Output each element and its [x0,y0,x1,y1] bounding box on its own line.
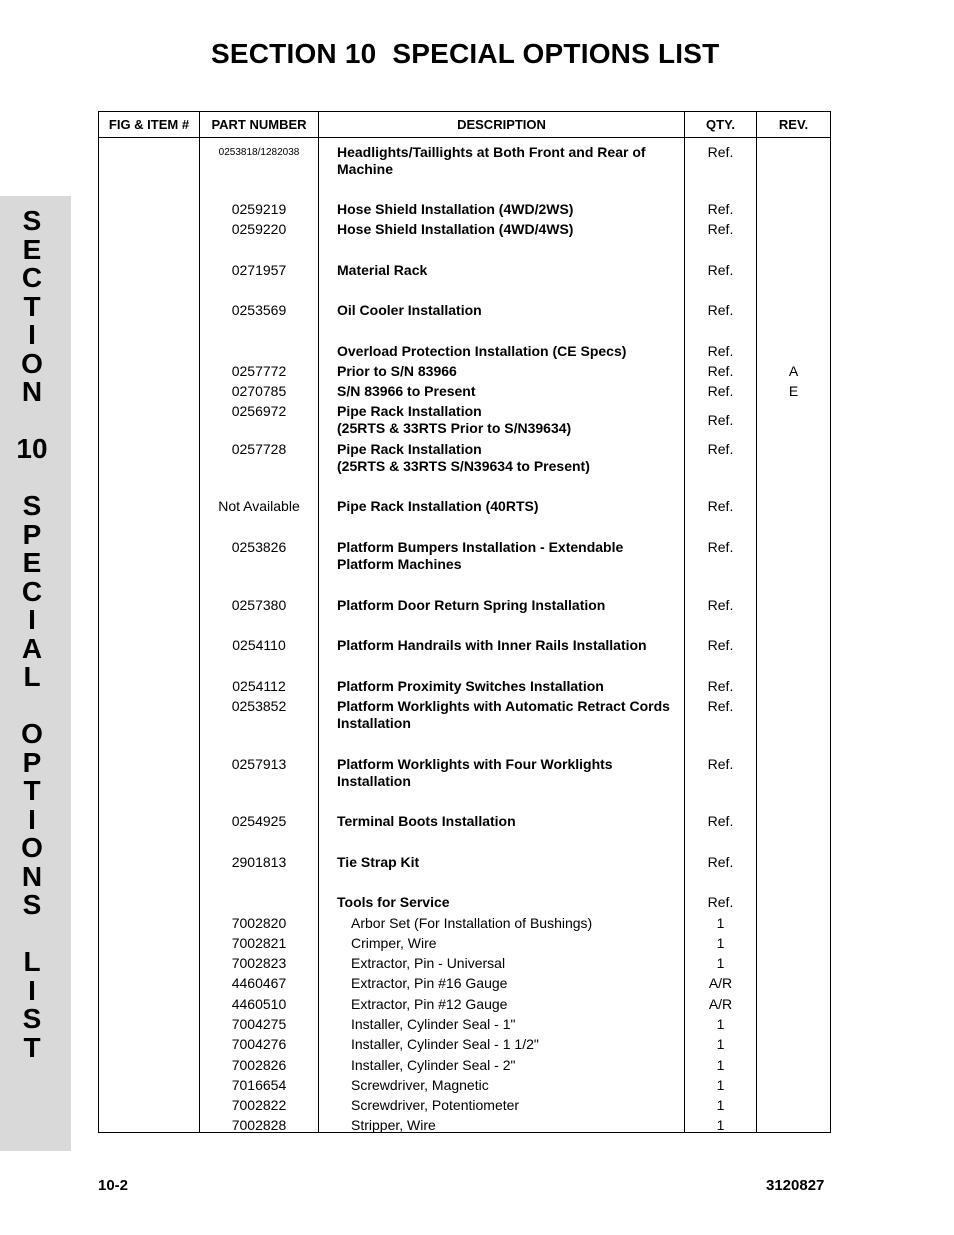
part-number-cell: 0256972 [231,403,287,419]
qty-cell: 1 [716,955,725,971]
description-cell: (25RTS & 33RTS Prior to S/N39634) [337,420,572,436]
header-description: DESCRIPTION [319,112,685,138]
side-tab-letter: I [28,803,36,835]
part-number-cell: 0257913 [231,756,287,772]
qty-cell: Ref. [707,637,734,653]
side-tab-letter [0,464,64,493]
part-number-cell: 0253569 [231,302,287,318]
side-tab-letter: L [23,661,41,692]
side-tab-letter: T [23,1031,41,1063]
description-cell: Extractor, Pin #12 Gauge [351,996,508,1012]
description-cell: Overload Protection Installation (CE Specs) [337,343,627,359]
side-tab-letter [0,407,64,436]
rev-cell: A [788,363,799,379]
description-cell: Terminal Boots Installation [337,813,516,829]
qty-cell: Ref. [707,539,734,555]
description-cell: S/N 83966 to Present [337,383,476,399]
part-number-cell: 0257772 [231,363,287,379]
part-number-cell: 0271957 [231,262,287,278]
part-number-cell: 7002822 [231,1097,287,1113]
header-part-number: PART NUMBER [200,112,319,138]
description-column [319,138,685,1133]
description-cell: Oil Cooler Installation [337,302,482,318]
description-cell: Material Rack [337,262,428,278]
part-number-cell: 7002821 [231,935,287,951]
side-tab-letter: N [21,860,43,892]
description-cell: Extractor, Pin - Universal [351,955,506,971]
qty-cell: Ref. [707,201,734,217]
qty-cell: Ref. [707,698,734,714]
part-number-cell: 4460510 [231,996,287,1012]
description-cell: Prior to S/N 83966 [337,363,457,379]
description-cell: Screwdriver, Magnetic [351,1077,489,1093]
description-cell: Headlights/Taillights at Both Front and Rear of [337,144,646,160]
side-tab-letter: T [23,775,41,806]
qty-cell: Ref. [707,144,734,160]
side-tab-letter: I [28,604,36,635]
side-tab-letter: C [21,262,43,293]
description-cell: Installer, Cylinder Seal - 1" [351,1016,516,1032]
description-cell: Tie Strap Kit [337,854,420,870]
side-tab-letter: L [23,946,41,977]
part-number-cell: 4460467 [231,975,287,991]
description-cell: Tools for Service [337,894,450,910]
part-number-cell: 0254110 [232,637,286,653]
description-cell: Platform Machines [337,556,462,572]
part-number-cell: Not Available [218,498,300,514]
description-cell: Platform Worklights with Four Worklights [337,756,613,772]
side-tab-letter: E [22,547,42,578]
description-cell: Installation [337,773,411,789]
qty-cell: 1 [716,1057,725,1073]
part-number-cell: 0257728 [231,441,287,457]
side-tab-letter: E [22,233,42,265]
side-tab-letter: O [21,347,43,379]
header-fig-item: FIG & ITEM # [99,112,200,138]
part-number-cell: 7016654 [231,1077,287,1093]
description-cell: Installation [337,715,411,731]
description-cell: Platform Worklights with Automatic Retract Cords [337,698,670,714]
part-number-cell: 0253818/1282038 [218,147,300,158]
page-number: 10-2 [98,1177,129,1194]
qty-cell: Ref. [707,441,734,457]
side-tab-letter: I [28,319,36,350]
qty-cell: Ref. [707,363,734,379]
qty-cell: Ref. [707,678,734,694]
special-options-table [98,111,831,1133]
side-tab-letter: P [22,746,42,778]
qty-cell: Ref. [707,343,734,359]
part-number-cell: 7002826 [231,1057,287,1073]
side-tab-letter: 10 [16,433,48,464]
side-tab-letter: S [22,205,42,236]
description-cell: Platform Handrails with Inner Rails Installation [337,637,647,653]
description-cell: Stripper, Wire [351,1117,436,1133]
qty-cell: Ref. [707,383,734,399]
part-number-cell: 0259220 [231,221,287,237]
side-tab-letter: T [23,290,41,322]
qty-cell: Ref. [707,262,734,278]
qty-cell: 1 [716,1117,725,1133]
part-number-cell: 7002823 [231,955,287,971]
description-cell: Pipe Rack Installation [337,403,482,419]
qty-cell: Ref. [707,498,734,514]
part-number-cell: 0257380 [231,597,287,613]
description-cell: Crimper, Wire [351,935,437,951]
table-header-row [99,112,831,138]
part-number-cell: 7004275 [231,1016,287,1032]
qty-cell: Ref. [707,412,734,428]
description-cell: Hose Shield Installation (4WD/2WS) [337,201,574,217]
document-number: 3120827 [766,1177,825,1194]
side-tab-letter: S [22,889,42,920]
part-number-cell: 7004276 [231,1036,287,1052]
description-cell: Arbor Set (For Installation of Bushings) [351,915,593,931]
description-cell: Installer, Cylinder Seal - 1 1/2" [351,1036,539,1052]
side-tab-letter: S [22,490,42,521]
part-number-column [200,138,319,1133]
qty-cell: 1 [716,935,725,951]
qty-cell: A/R [708,975,733,991]
header-rev: REV. [757,112,831,138]
part-number-cell: 0253826 [231,539,287,555]
part-number-cell: 0254112 [232,678,286,694]
part-number-cell: 7002820 [231,915,287,931]
part-number-cell: 0259219 [231,201,287,217]
qty-cell: 1 [716,1036,725,1052]
description-cell: Hose Shield Installation (4WD/4WS) [337,221,574,237]
description-cell: Pipe Rack Installation [337,441,482,457]
qty-cell: A/R [708,996,733,1012]
description-cell: Pipe Rack Installation (40RTS) [337,498,539,514]
qty-cell: Ref. [707,221,734,237]
qty-cell: 1 [716,1077,725,1093]
side-tab-letter [0,692,64,721]
qty-cell: Ref. [707,894,734,910]
description-cell: Installer, Cylinder Seal - 2" [351,1057,516,1073]
part-number-cell: 7002828 [231,1117,287,1133]
qty-cell: 1 [716,915,725,931]
side-tab-letter: N [21,376,43,407]
qty-cell: 1 [716,1016,725,1032]
description-cell: Platform Bumpers Installation - Extendable [337,539,624,555]
side-tab-letter: O [21,718,43,749]
header-qty: QTY. [685,112,757,138]
description-cell: Machine [337,161,394,177]
description-cell: Platform Proximity Switches Installation [337,678,604,694]
side-tab-letter: C [21,575,43,607]
side-tab-letter: S [22,1003,42,1034]
part-number-cell: 0253852 [231,698,287,714]
description-cell: Platform Door Return Spring Installation [337,597,606,613]
description-cell: Screwdriver, Potentiometer [351,1097,520,1113]
side-tab-letter: P [22,518,42,550]
part-number-cell: 2901813 [231,854,287,870]
qty-cell: Ref. [707,302,734,318]
qty-cell: Ref. [707,597,734,613]
description-cell: Extractor, Pin #16 Gauge [351,975,508,991]
qty-column [685,138,757,1133]
rev-cell: E [788,383,799,399]
fig-item-column [99,138,200,1133]
side-tab-letter: A [21,632,43,664]
page-title: SECTION 10 SPECIAL OPTIONS LIST [211,38,720,69]
part-number-cell: 0254925 [231,813,287,829]
description-cell: (25RTS & 33RTS S/N39634 to Present) [337,458,590,474]
side-tab-letter: I [28,974,36,1006]
side-tab-letter [0,920,64,949]
part-number-cell: 0270785 [231,383,287,399]
qty-cell: Ref. [707,813,734,829]
side-tab-letter: O [21,832,43,863]
qty-cell: Ref. [707,854,734,870]
side-tab-vertical-text [0,207,64,1062]
qty-cell: 1 [716,1097,725,1113]
qty-cell: Ref. [707,756,734,772]
rev-column [757,138,831,1133]
